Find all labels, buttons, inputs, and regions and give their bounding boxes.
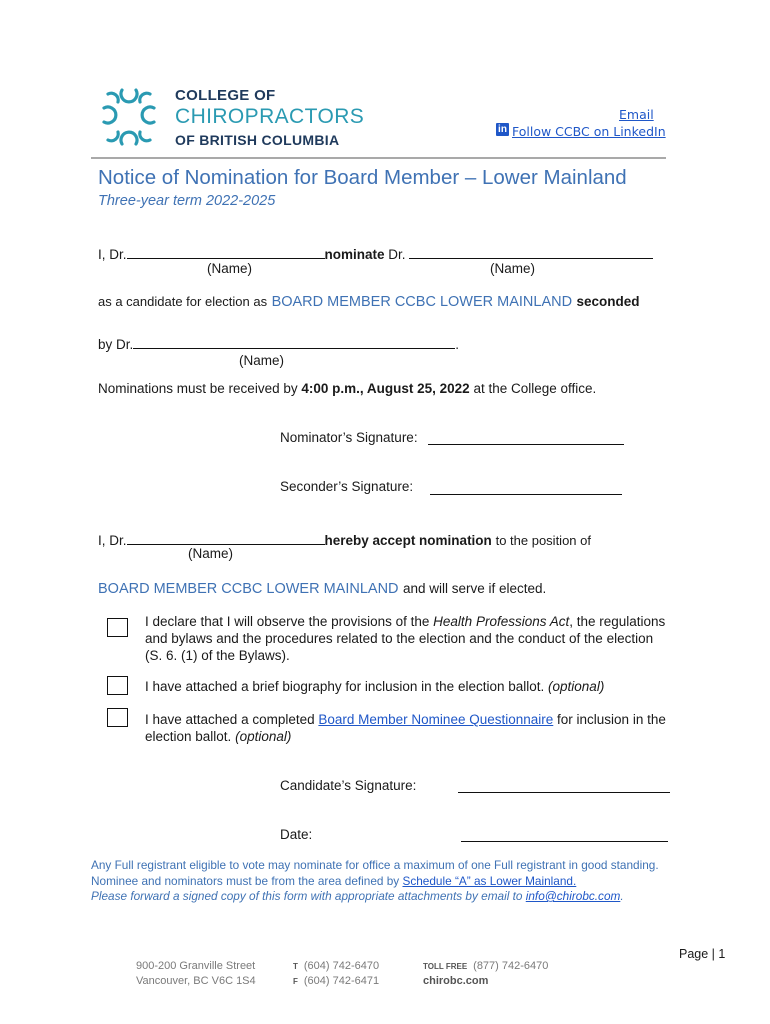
page-number: Page | 1 <box>679 947 726 961</box>
biography-checkbox[interactable] <box>107 676 128 695</box>
position-name: BOARD MEMBER CCBC LOWER MAINLAND <box>271 294 573 310</box>
note-eligibility: Any Full registrant eligible to vote may nominate for office a maximum of one Full registrant in good standing. <box>91 858 659 872</box>
page-subtitle: Three-year term 2022-2025 <box>98 193 276 209</box>
candidate-signature-field[interactable] <box>458 791 670 793</box>
position-name: BOARD MEMBER CCBC LOWER MAINLAND <box>98 581 399 597</box>
dr-label: Dr. <box>388 247 406 262</box>
name-caption: (Name) <box>239 353 285 368</box>
deadline-date: 4:00 p.m., August 25, 2022 <box>301 381 470 396</box>
nominator-signature-label: Nominator’s Signature: <box>280 430 418 445</box>
ccbc-logo-icon <box>98 86 160 148</box>
name-caption: (Name) <box>207 261 253 276</box>
acceptance-line <box>98 530 591 548</box>
page-title: Notice of Nomination for Board Member – Lower Mainland <box>98 166 627 189</box>
hereby-accept-label: hereby accept nomination <box>324 533 492 548</box>
logo-line2: CHIROPRACTORS <box>175 105 365 128</box>
to-position-text: to the position of <box>495 533 591 548</box>
nominator-name-field[interactable] <box>127 244 325 259</box>
nominate-label: nominate <box>324 247 385 262</box>
linkedin-link[interactable]: Follow CCBC on LinkedIn <box>512 124 666 139</box>
candidate-line <box>98 293 640 311</box>
acceptance-position-line <box>98 580 546 598</box>
questionnaire-checkbox[interactable] <box>107 708 128 727</box>
candidate-name-field[interactable] <box>127 530 325 545</box>
act-name: Health Professions Act <box>433 614 570 629</box>
date-field[interactable] <box>461 840 668 842</box>
declaration-text: I declare that I will observe the provisions of the Health Professions Act, the regulations and bylaws and the procedures related to the election and the conduct of the election (S. 6. (1) of the Bylaws). <box>145 614 666 663</box>
note-forward: Please forward a signed copy of this form with appropriate attachments by email to info@chirobc.com. <box>91 889 624 903</box>
header-divider <box>91 157 666 159</box>
logo-line3: OF BRITISH COLUMBIA <box>175 132 340 148</box>
deadline-suffix: at the College office. <box>473 381 597 396</box>
note-area: Nominee and nominators must be from the area defined by Schedule “A” as Lower Mainland. <box>91 873 577 888</box>
notes <box>91 858 659 905</box>
by-dr-label: by Dr. <box>98 337 134 352</box>
footer-phones: T (604) 742-6470 F (604) 742-6471 <box>293 960 380 987</box>
footer-address: 900-200 Granville Street Vancouver, BC V6C 1S4 <box>136 960 256 987</box>
questionnaire-text: I have attached a completed Board Member Nominee Questionnaire for inclusion in the election ballot. (optional) <box>145 712 666 744</box>
nominator-signature-field[interactable] <box>428 443 624 445</box>
deadline-prefix: Nominations must be received by <box>98 381 298 396</box>
name-caption: (Name) <box>490 261 536 276</box>
nominee-name-field[interactable] <box>409 244 653 259</box>
deadline-line <box>98 381 596 396</box>
schedule-a-link[interactable]: Schedule “A” as Lower Mainland. <box>402 873 577 888</box>
logo-line1: COLLEGE OF <box>175 87 276 104</box>
email-address-link[interactable]: info@chirobc.com <box>525 889 621 903</box>
will-serve-text: and will serve if elected. <box>402 581 547 596</box>
footer-contact: TOLL FREE (877) 742-6470 chirobc.com <box>423 960 549 987</box>
nomination-line <box>98 244 653 263</box>
as-candidate-text: as a candidate for election as <box>98 294 268 309</box>
seconder-line <box>98 334 459 352</box>
seconded-label: seconded <box>576 294 640 309</box>
seconder-name-field[interactable] <box>133 334 455 349</box>
seconder-signature-field[interactable] <box>430 493 622 495</box>
i-dr-label: I, Dr. <box>98 247 127 262</box>
period: . <box>455 337 460 352</box>
email-link[interactable]: Email <box>619 107 654 122</box>
logo <box>98 86 160 148</box>
i-dr-label: I, Dr. <box>98 533 127 548</box>
name-caption: (Name) <box>188 546 234 561</box>
biography-text: I have attached a brief biography for inclusion in the election ballot. (optional) <box>145 679 605 694</box>
questionnaire-link[interactable]: Board Member Nominee Questionnaire <box>318 712 554 727</box>
seconder-signature-label: Seconder’s Signature: <box>280 479 414 494</box>
linkedin-icon[interactable]: in <box>496 123 509 136</box>
declaration-checkbox[interactable] <box>107 618 128 637</box>
candidate-signature-label: Candidate’s Signature: <box>280 778 417 793</box>
footer-website: chirobc.com <box>423 975 489 987</box>
date-label: Date: <box>280 827 313 842</box>
